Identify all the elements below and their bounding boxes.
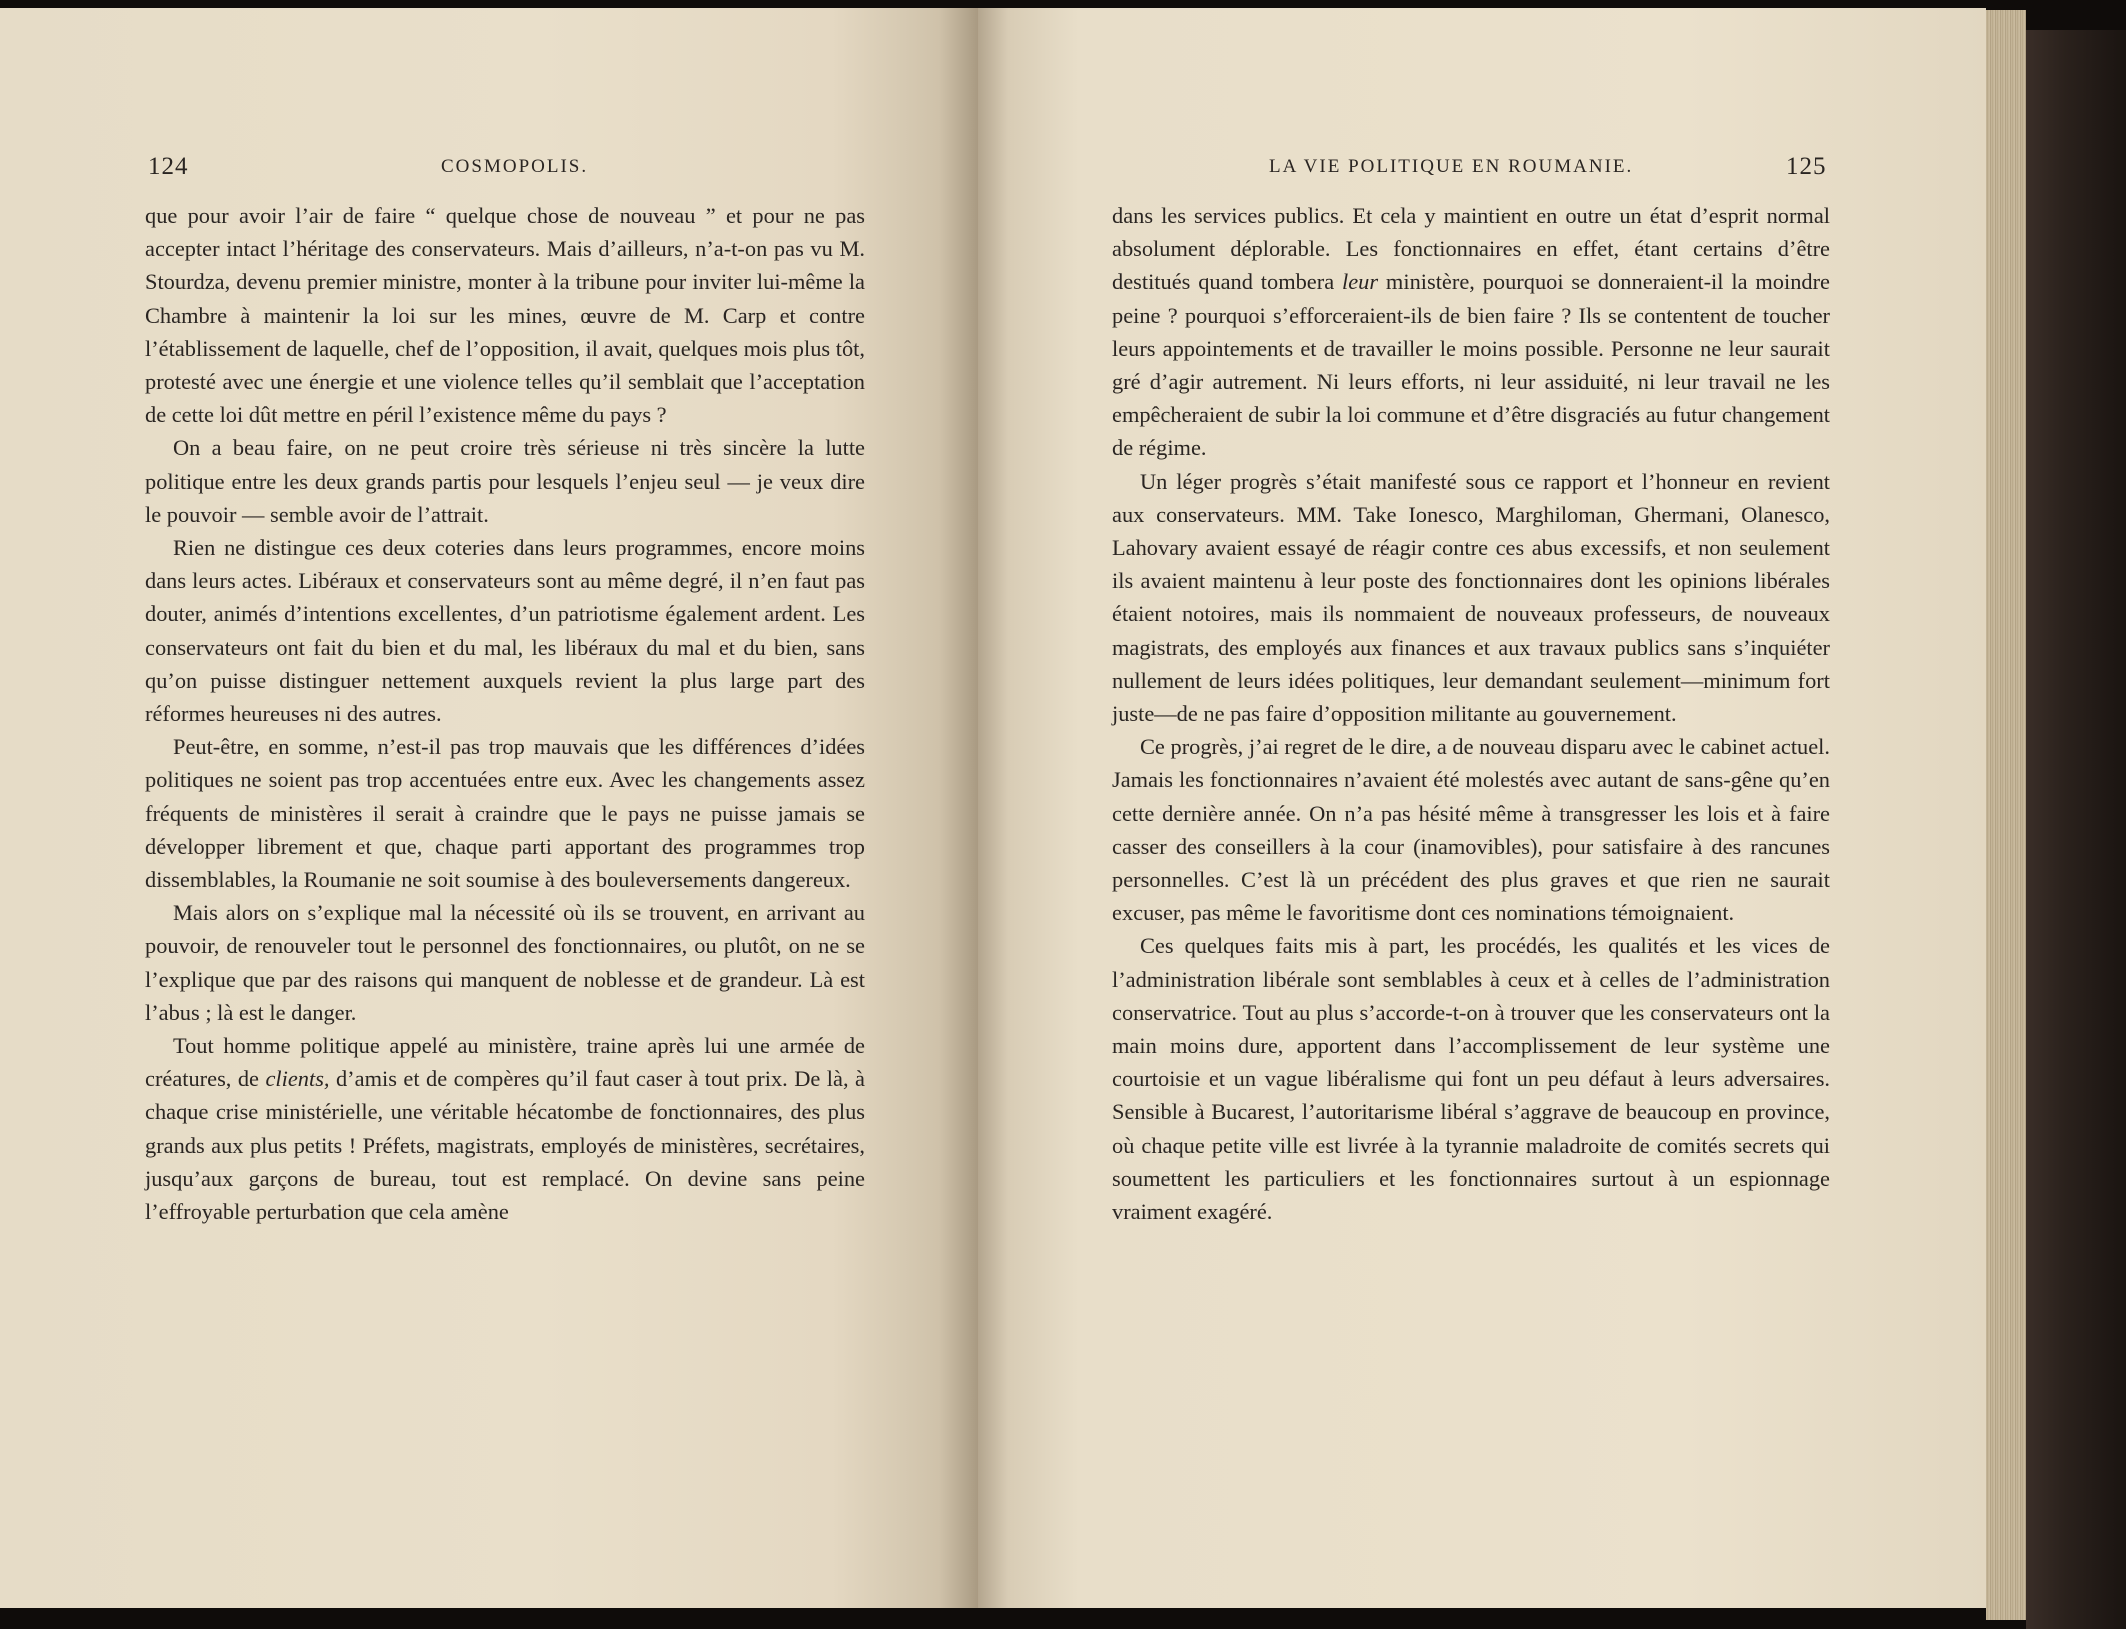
left-running-head: COSMOPOLIS. (441, 156, 589, 177)
text-run: ministère, pourquoi se donneraient-il la moindre peine ? pourquoi s’efforceraient-ils de bien faire ? Ils se contentent de toucher leurs appointements et de travailler le moins possible. Personne ne leur saurait gré d’agir autrement. Ni leurs efforts, ni leur assiduité, ni leur travail ne les empêcheraient de subir la loi commune et d’être disgraciés au futur changement de régime. (1112, 269, 1830, 461)
paragraph (1112, 199, 1830, 465)
right-page (978, 8, 1986, 1608)
paragraph: Peut-être, en somme, n’est-il pas trop mauvais que les différences d’idées politiques ne soient pas trop accentuées entre eux. Avec les changements assez fréquents de ministères il serait à craindre que le pays ne puisse jamais se développer librement et que, chaque parti apportant des programmes trop dissemblables, la Roumanie ne soit soumise à des bouleversements dangereux. (145, 734, 865, 893)
paragraph: On a beau faire, on ne peut croire très sérieuse ni très sincère la lutte politique entre les deux grands partis pour lesquels l’enjeu seul — je veux dire le pouvoir — semble avoir de l’attrait. (145, 435, 865, 527)
text-run: d’amis et de compères qu’il faut caser à tout prix. De là, à chaque crise ministérielle, une véritable hécatombe de fonctionnaires, des plus grands aux plus petits ! Préfets, magistrats, employés de ministères, secrétaires, jusqu’aux garçons de bureau, tout est remplacé. On devine sans peine l’effroyable perturbation que cela amène (145, 1066, 865, 1225)
paragraph: Un léger progrès s’était manifesté sous ce rapport et l’honneur en revient aux conservateurs. MM. Take Ionesco, Marghiloman, Ghermani, Olanesco, Lahovary avaient essayé de réagir contre ces abus excessifs, et non seulement ils avaient maintenu à leur poste des fonctionnaires dont les opinions libérales étaient notoires, mais ils nommaient de nouveaux professeurs, de nouveaux magistrats, des employés aux finances et aux travaux publics sans s’inquiéter nullement de leurs idées politiques, leur demandant seulement—minimum fort juste—de ne pas faire d’opposition militante au gouvernement. (1112, 468, 1830, 727)
left-body-text (145, 199, 865, 1228)
paragraph: que pour avoir l’air de faire “ quelque chose de nouveau ” et pour ne pas accepter intact l’héritage des conservateurs. Mais d’ailleurs, n’a-t-on pas vu M. Stourdza, devenu premier ministre, monter à la tribune pour inviter lui-même la Chambre à maintenir la loi sur les mines, œuvre de M. Carp et contre l’établissement de laquelle, chef de l’opposition, il avait, quelques mois plus tôt, protesté avec une énergie et une violence telles qu’il semblait que l’acceptation de cette loi dût mettre en péril l’existence même du pays ? (145, 203, 865, 428)
left-page-number: 124 (148, 153, 189, 180)
text-run: Tout homme politique appelé au ministère, traine après lui une armée de créatures, de (145, 1033, 865, 1092)
text-run: dans les services publics. Et cela y maintient en outre un état d’esprit normal absolument déplorable. Les fonctionnaires en effet, étant certains d’être destitués quand tombera (1112, 203, 1830, 295)
italic-word: leur (1342, 269, 1379, 295)
left-page (0, 8, 978, 1608)
paragraph: Ces quelques faits mis à part, les procédés, les qualités et les vices de l’administration libérale sont semblables à ceux et à celles de l’administration conservatrice. Tout au plus s’accorde-t-on à trouver que les conservateurs ont la main moins dure, apportent dans l’accomplissement de leur système une courtoisie et un vague libéralisme qui font un peu défaut à leurs adversaires. Sensible à Bucarest, l’autoritarisme libéral s’aggrave de beaucoup en province, où chaque petite ville est livrée à la tyrannie maladroite de comités secrets qui soumettent les particuliers et les fonctionnaires surtout à un espionnage vraiment exagéré. (1112, 933, 1830, 1225)
paragraph: Rien ne distingue ces deux coteries dans leurs programmes, encore moins dans leurs actes. Libéraux et conservateurs sont au même degré, il n’en faut pas douter, animés d’intentions excellentes, d’un patriotisme également ardent. Les conservateurs ont fait du bien et du mal, les libéraux du mal et du bien, sans qu’on puisse distinguer nettement auxquels revient la plus large part des réformes heureuses ni des autres. (145, 535, 865, 727)
book-cover-edge (2026, 30, 2126, 1629)
right-running-head: LA VIE POLITIQUE EN ROUMANIE. (1269, 156, 1634, 177)
paragraph (145, 1029, 865, 1228)
right-page-number: 125 (1786, 153, 1827, 180)
right-body-text (1112, 199, 1830, 1228)
paragraph: Mais alors on s’explique mal la nécessité où ils se trouvent, en arrivant au pouvoir, de renouveler tout le personnel des fonctionnaires, ou plutôt, on ne se l’explique que par des raisons qui manquent de noblesse et de grandeur. Là est l’abus ; là est le danger. (145, 900, 865, 1025)
italic-word: clients, (265, 1066, 330, 1092)
page-edges (1986, 10, 2026, 1620)
paragraph: Ce progrès, j’ai regret de le dire, a de nouveau disparu avec le cabinet actuel. Jamais les fonctionnaires n’avaient été molestés avec autant de sans-gêne qu’en cette dernière année. On n’a pas hésité même à transgresser les lois et à faire casser des conseillers à la cour (inamovibles), pour satisfaire à des rancunes personnelles. C’est là un précédent des plus graves et que rien ne saurait excuser, pas même le favoritisme dont ces nominations témoignaient. (1112, 734, 1830, 926)
